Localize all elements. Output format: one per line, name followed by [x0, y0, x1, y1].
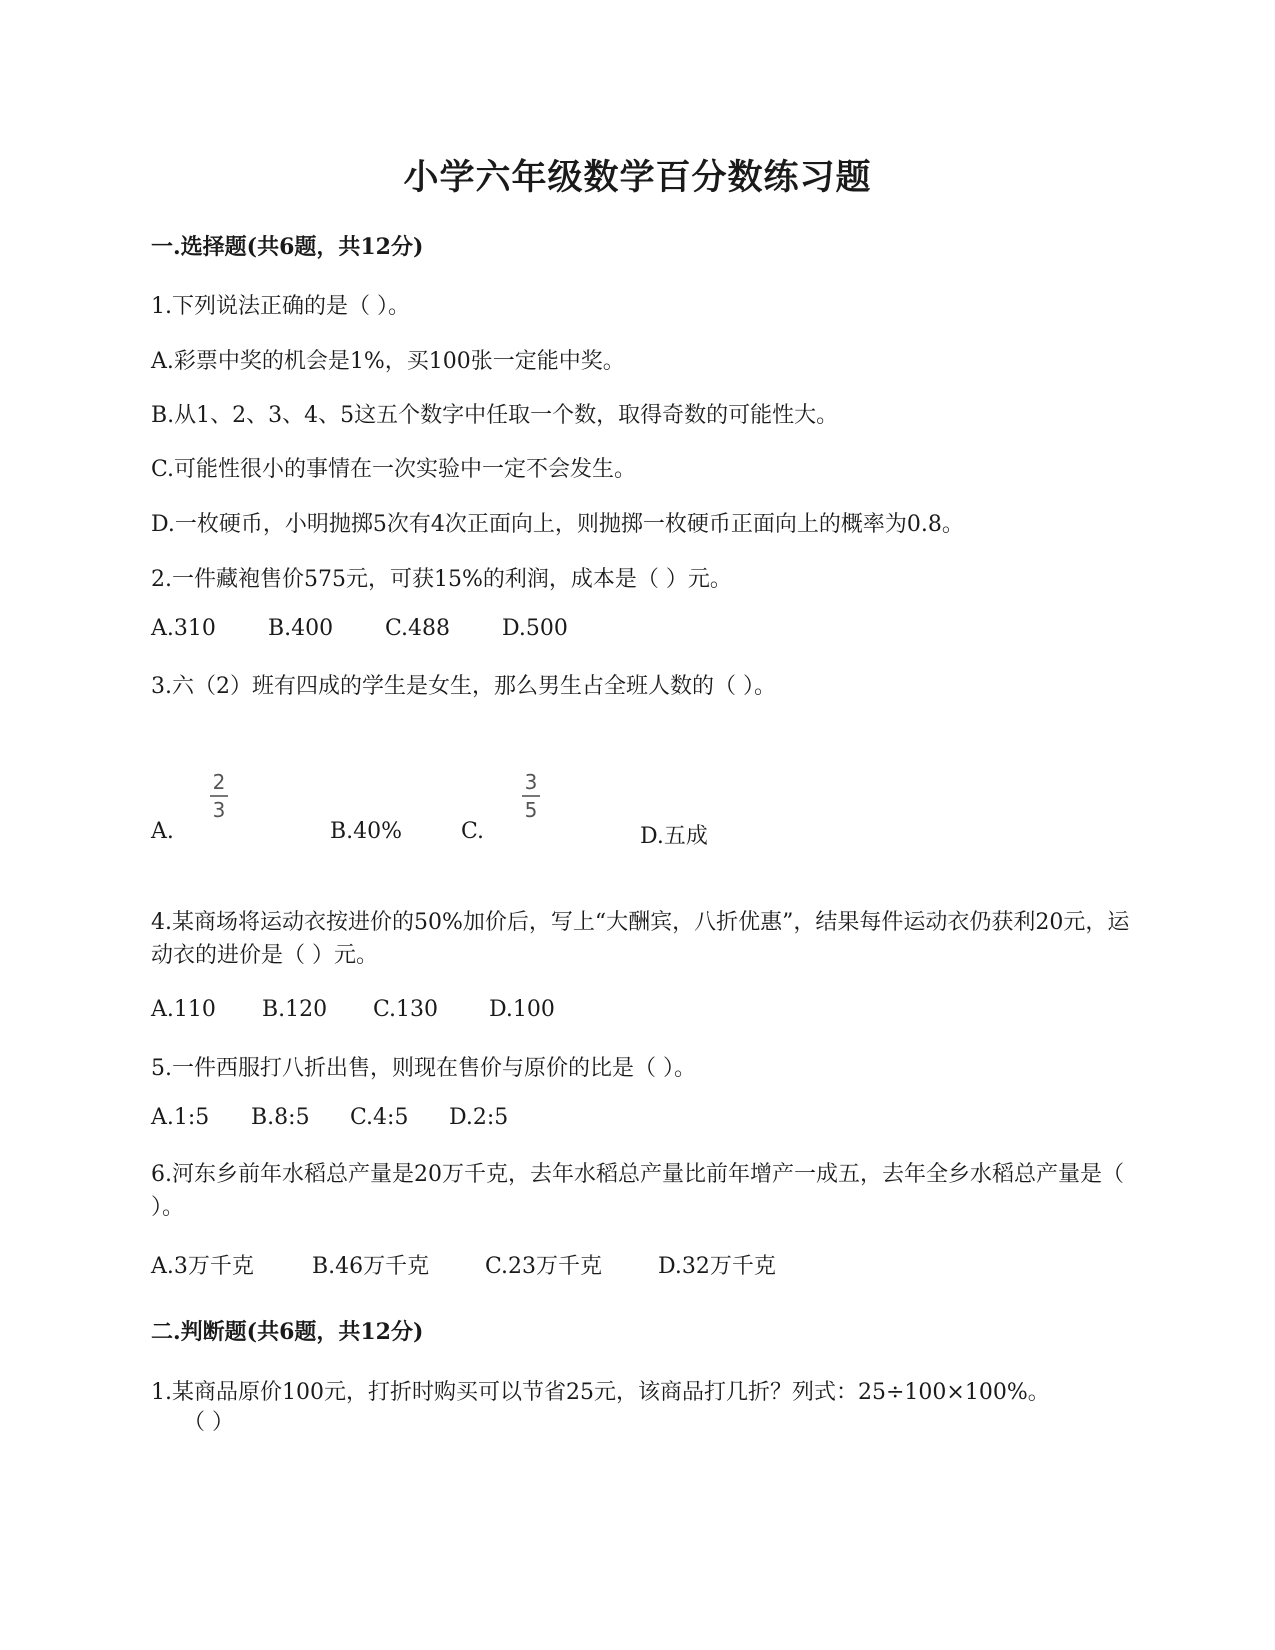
section-heading-choice: 一.选择题(共6题，共12分)	[151, 234, 424, 260]
question-5-option-b: B.8:5	[251, 1105, 310, 1130]
question-3-option-c-fraction	[522, 770, 540, 822]
question-3-option-a-label: A.	[151, 819, 174, 844]
question-2-option-d: D.500	[502, 616, 568, 641]
judgement-1-answer-blank: （ ）	[183, 1410, 234, 1435]
question-1-stem: 1.下列说法正确的是（ ）。	[151, 294, 410, 319]
fraction-denominator: 3	[212, 797, 226, 822]
question-5-stem: 5.一件西服打八折出售，则现在售价与原价的比是（ ）。	[151, 1056, 696, 1081]
fraction-numerator: 2	[212, 770, 226, 794]
question-6-stem: 6.河东乡前年水稻总产量是20万千克，去年水稻总产量比前年增产一成五，去年全乡水稻总产量是（ ）。	[151, 1162, 1124, 1220]
question-4-option-a: A.110	[151, 997, 216, 1022]
question-2-stem: 2.一件藏袍售价575元，可获15%的利润，成本是（ ）元。	[151, 567, 732, 592]
question-4-option-d: D.100	[489, 997, 555, 1022]
question-3-stem: 3.六（2）班有四成的学生是女生，那么男生占全班人数的（ ）。	[151, 674, 776, 699]
question-3-option-d: D.五成	[640, 824, 708, 849]
question-2-option-c: C.488	[385, 616, 451, 641]
judgement-1-stem: 1.某商品原价100元，打折时购买可以节省25元，该商品打几折？列式：25÷100×100%。	[151, 1380, 1050, 1405]
section-heading-judgement: 二.判断题(共6题，共12分)	[151, 1319, 424, 1345]
question-2-option-a: A.310	[151, 616, 216, 641]
question-4-option-c: C.130	[373, 997, 439, 1022]
fraction-bar	[210, 795, 228, 797]
question-1-option-a: A.彩票中奖的机会是1%，买100张一定能中奖。	[151, 349, 625, 374]
question-3-option-c-label: C.	[461, 819, 485, 844]
fraction-bar	[522, 795, 540, 797]
question-5-option-a: A.1:5	[151, 1105, 210, 1130]
question-1-option-c: C.可能性很小的事情在一次实验中一定不会发生。	[151, 457, 637, 482]
question-6-option-b: B.46万千克	[312, 1254, 430, 1279]
question-6-option-d: D.32万千克	[658, 1254, 776, 1279]
question-3-option-a-fraction	[210, 770, 228, 822]
fraction-denominator: 5	[524, 797, 538, 822]
question-4-option-b: B.120	[262, 997, 328, 1022]
question-2-option-b: B.400	[268, 616, 334, 641]
fraction-numerator: 3	[524, 770, 538, 794]
question-1-option-d: D.一枚硬币，小明抛掷5次有4次正面向上，则抛掷一枚硬币正面向上的概率为0.8。	[151, 512, 964, 537]
question-1-option-b: B.从1、2、3、4、5这五个数字中任取一个数，取得奇数的可能性大。	[151, 403, 839, 428]
page-title: 小学六年级数学百分数练习题	[403, 157, 872, 198]
question-4-stem: 4.某商场将运动衣按进价的50%加价后，写上“大酬宾，八折优惠”，结果每件运动衣仍获利20元，运动衣的进价是（ ）元。	[151, 910, 1130, 968]
question-5-option-d: D.2:5	[449, 1105, 509, 1130]
question-5-option-c: C.4:5	[350, 1105, 409, 1130]
question-3-option-b: B.40%	[330, 819, 403, 844]
question-6-option-c: C.23万千克	[485, 1254, 603, 1279]
question-6-option-a: A.3万千克	[151, 1254, 254, 1279]
